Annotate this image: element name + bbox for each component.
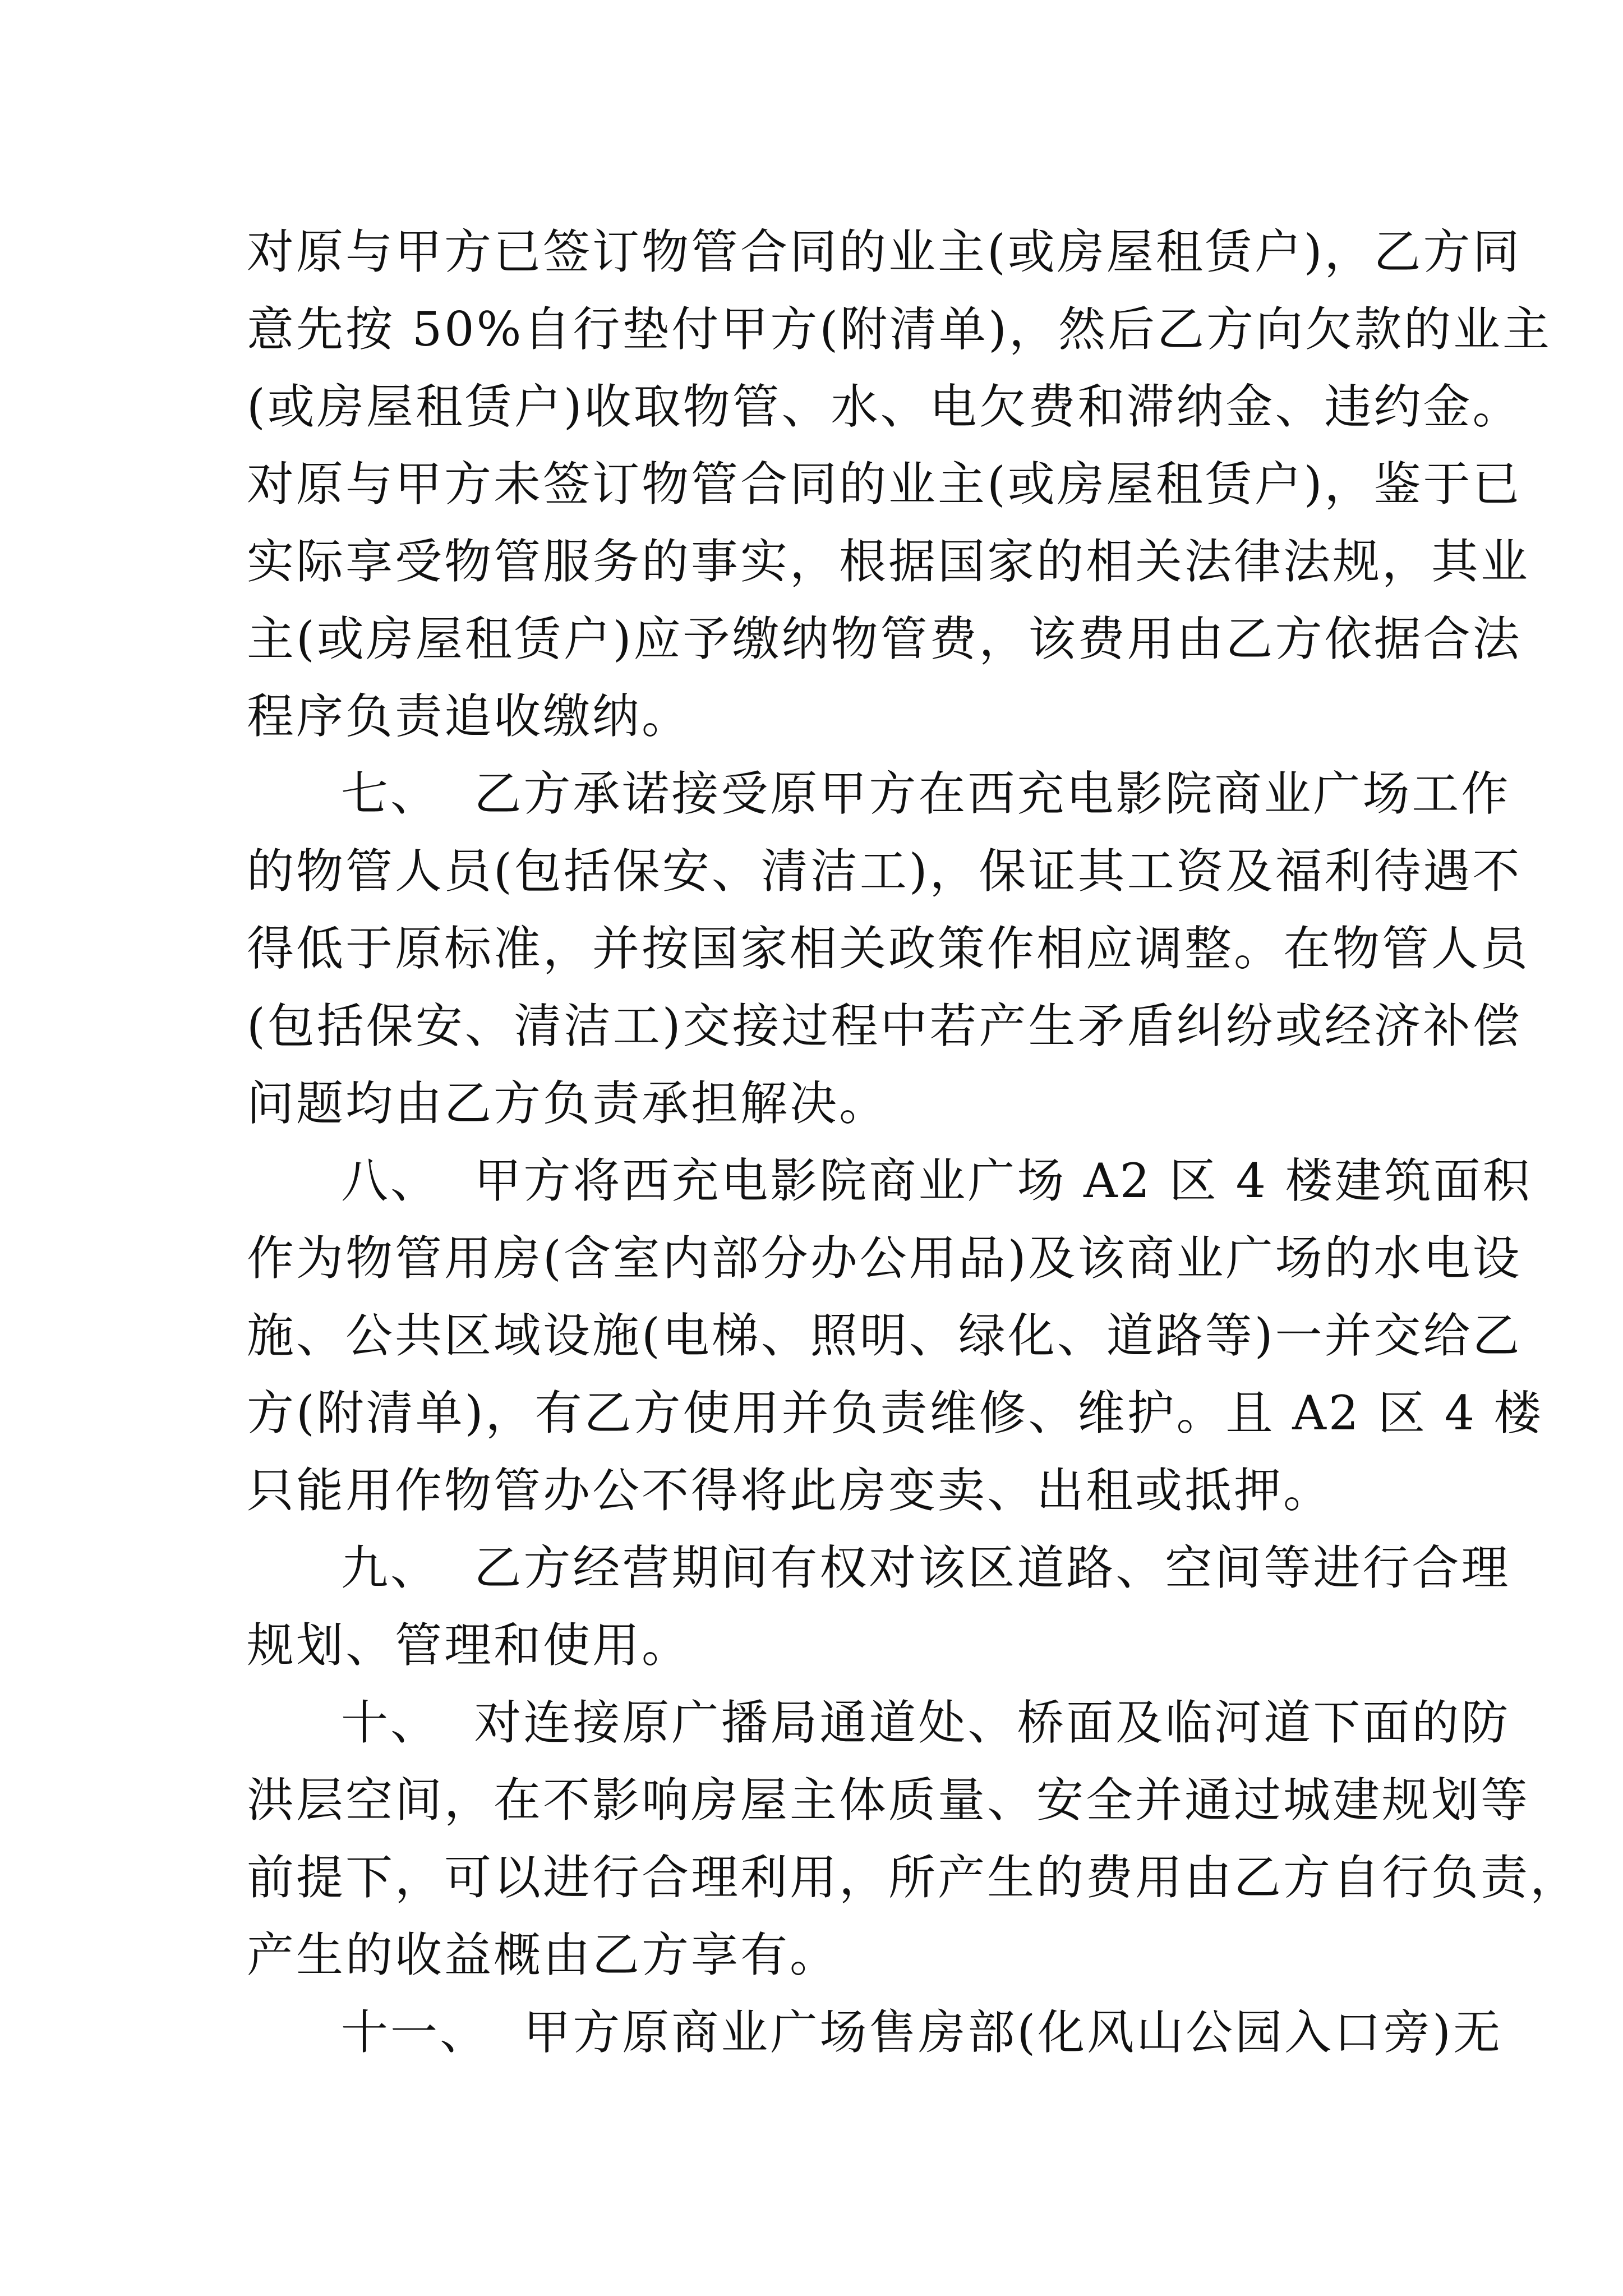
text-line: 规划、管理和使用。 [247, 1618, 691, 1673]
text-line: 主(或房屋租赁户)应予缴纳物管费，该费用由乙方依据合法 [247, 611, 1522, 666]
clause-eleven-heading-line: 十一、 甲方原商业广场售房部(化风山公园入口旁)无 [341, 2005, 1502, 2060]
text-line: 方(附清单)，有乙方使用并负责维修、维护。且 A2 区 4 楼 [247, 1386, 1543, 1441]
text-line: 意先按 50%自行垫付甲方(附清单)，然后乙方向欠款的业主 [247, 302, 1552, 357]
clause-seven-heading-line: 七、 乙方承诺接受原甲方在西充电影院商业广场工作 [341, 766, 1511, 821]
text-line: 前提下，可以进行合理利用，所产生的费用由乙方自行负责， [247, 1850, 1580, 1905]
text-line: 得低于原标准，并按国家相关政策作相应调整。在物管人员 [247, 921, 1530, 976]
text-line: 的物管人员(包括保安、清洁工)，保证其工资及福利待遇不 [247, 844, 1522, 899]
text-line: 实际享受物管服务的事实，根据国家的相关法律法规，其业 [247, 534, 1530, 589]
text-line: 程序负责追收缴纳。 [247, 689, 691, 744]
text-line: 只能用作物管办公不得将此房变卖、出租或抵押。 [247, 1463, 1333, 1518]
text-line: 产生的收益概由乙方享有。 [247, 1927, 840, 1982]
clause-eight-heading-line: 八、 甲方将西充电影院商业广场 A2 区 4 楼建筑面积 [341, 1153, 1532, 1208]
text-line: (包括保安、清洁工)交接过程中若产生矛盾纠纷或经济补偿 [247, 999, 1522, 1053]
clause-ten-heading-line: 十、 对连接原广播局通道处、桥面及临河道下面的防 [341, 1695, 1511, 1750]
text-line: 洪层空间，在不影响房屋主体质量、安全并通过城建规划等 [247, 1773, 1530, 1828]
text-line: 对原与甲方未签订物管合同的业主(或房屋租赁户)，鉴于已 [247, 457, 1522, 512]
text-line: (或房屋租赁户)收取物管、水、电欠费和滞纳金、违约金。 [247, 379, 1522, 434]
text-line: 施、公共区域设施(电梯、照明、绿化、道路等)一并交给乙 [247, 1308, 1522, 1363]
text-line: 问题均由乙方负责承担解决。 [247, 1076, 889, 1131]
document-body [247, 213, 1580, 2071]
text-line: 作为物管用房(含室内部分办公用品)及该商业广场的水电设 [247, 1231, 1522, 1286]
clause-nine-heading-line: 九、 乙方经营期间有权对该区道路、空间等进行合理 [341, 1540, 1511, 1595]
text-line: 对原与甲方已签订物管合同的业主(或房屋租赁户)，乙方同 [247, 224, 1522, 279]
